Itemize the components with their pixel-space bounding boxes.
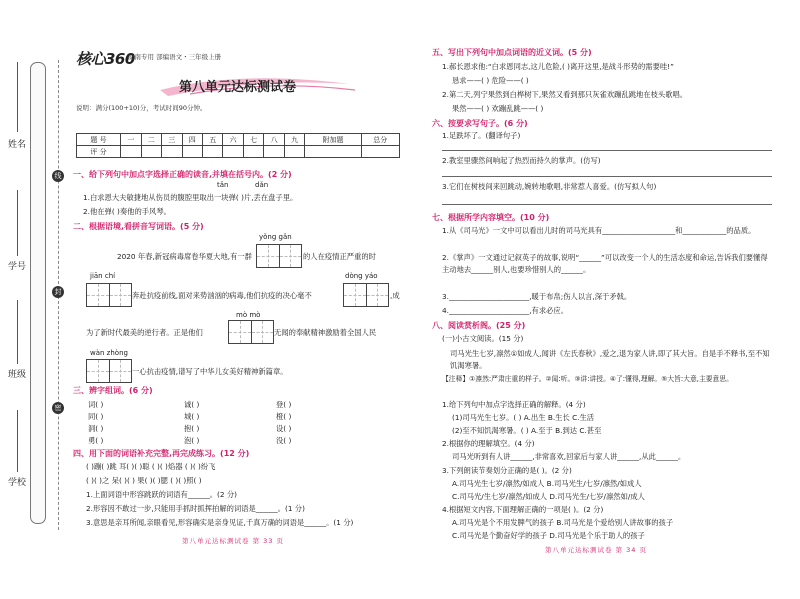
section-5-heading: 五、写出下列句中加点词语的近义词。(5 分) [432, 48, 592, 57]
write-grid-dongyao[interactable] [343, 283, 389, 307]
word-pair[interactable]: 抱( ) [184, 424, 200, 433]
pinyin-prompt: jiān chí [90, 272, 116, 280]
score-cell: 三 [162, 134, 182, 146]
score-input[interactable] [284, 146, 304, 158]
s2-text-3a: 为了新时代最美的逆行者。正是他们 [86, 328, 203, 337]
s8-question-2: 2.根据你的理解填空。(4 分) [442, 439, 535, 448]
pinyin-prompt: yǒng gǎn [259, 233, 292, 241]
word-pair[interactable]: 同( ) [88, 412, 104, 421]
s6-question-2: 2.教室里骤然间响起了热烈而持久的掌声。(仿写) [442, 156, 601, 165]
seal-mark-line: 线 [52, 170, 64, 182]
s8-question-4a[interactable]: A.司马光是个不用发脾气的孩子 B.司马光是个爱给别人讲故事的孩子 [452, 518, 674, 527]
school-blank[interactable] [17, 410, 18, 472]
word-pair[interactable]: 橙( ) [276, 412, 292, 421]
answer-line[interactable] [442, 204, 772, 205]
s5-answer-1[interactable]: 恳求——( ) 危险——( ) [452, 76, 529, 85]
s2-text-3b: 无闻的奉献精神激励着全国人民 [274, 328, 377, 337]
s5-question-1: 1.郝长恩求他:“白求恩同志,这儿危险,( )离开这里,是战斗形势的需要哇!” [442, 62, 674, 71]
s2-text-2b: ,成 [390, 291, 400, 300]
school-label: 学校 [8, 478, 27, 488]
score-cell: 六 [223, 134, 243, 146]
s5-question-2: 2.第二天,列宁果然到白桦树下,果然又看到那只灰雀欢蹦乱跳地在枝头歌唱。 [442, 90, 688, 99]
answer-line[interactable] [442, 150, 772, 151]
pinyin-option: tǎn [217, 181, 229, 189]
s4-row-2[interactable]: ( )( )之 呆( )( ) 果( )( )腮 ( )( )照( ) [86, 476, 202, 485]
page-title: 第八单元达标测试卷 [178, 80, 296, 95]
student-id-label: 学号 [8, 262, 27, 272]
score-cell: 二 [141, 134, 161, 146]
s2-text-1a: 2020 年春,新冠病毒席卷华夏大地,有一群 [117, 252, 252, 261]
s8-question-4: 4.根据短文内容,下面理解正确的一项是( )。(2 分) [442, 505, 604, 514]
edition-text: 湖南专用 部编语文・三年级上册 [128, 53, 222, 61]
s4-row-1[interactable]: ( )蹦( )跳 耳( )( )聪 ( )( )焰器 ( )( )纷飞 [86, 462, 216, 471]
word-pair[interactable]: 城( ) [184, 412, 200, 421]
word-pair[interactable]: 设( ) [276, 424, 292, 433]
word-pair[interactable]: 勇( ) [88, 436, 104, 445]
score-cell: 一 [121, 134, 141, 146]
s8-question-1a[interactable]: (1)司马光生七岁。( ) A.出生 B.生长 C.生活 [452, 413, 595, 422]
page-footer-right: 第八单元达标测试卷 第 34 页 [545, 546, 647, 554]
score-cell: 五 [202, 134, 222, 146]
s4-question-3: 3.意思是亲耳所闻,亲眼看见,形容确实是亲身见证,千真万确的词语是______。(1 分) [86, 518, 354, 527]
score-input[interactable] [223, 146, 243, 158]
write-grid-jianchi[interactable] [86, 283, 132, 307]
score-input[interactable] [202, 146, 222, 158]
s7-question-2: 2.《掌声》一文通过记叙英子的故事,说明“______”可以改变一个人的生活态度和命运,告诉我们要懂得主动地去______别人,也要珍惜别人的______。 [442, 253, 768, 274]
brand-logo: 核心360 [76, 50, 135, 68]
s3-col-2 [184, 399, 264, 447]
s8-question-1b[interactable]: (2)至不知饥渴寒暑。( ) A.至于 B.到达 C.甚至 [452, 426, 602, 435]
s3-col-1 [88, 399, 168, 447]
s3-col-3 [276, 399, 356, 447]
write-grid-yonggan[interactable] [256, 244, 302, 268]
s6-question-1: 1.足跌坏了。(翻译句子) [442, 131, 521, 140]
section-7-heading: 七、根据所学内容填空。(10 分) [432, 213, 550, 222]
score-input[interactable] [305, 146, 361, 158]
score-input[interactable] [264, 146, 284, 158]
s4-question-1: 1.上面词语中形容跳跃的词语有______。(2 分) [86, 490, 237, 499]
s4-question-2: 2.形容因不敢过一步,只能用手抓时抓挥拍解的词语是______。(1 分) [86, 504, 305, 513]
score-input[interactable] [361, 146, 399, 158]
s5-answer-2[interactable]: 果然——( ) 欢蹦乱跳——( ) [452, 104, 544, 113]
score-cell: 九 [284, 134, 304, 146]
score-header-row [77, 134, 400, 146]
section-3-heading: 三、辨字组词。(6 分) [73, 386, 153, 395]
s8-passage: 司马光生七岁,凛然①如成人,闻讲《左氏春秋》,爱之,退为家人讲,即了其大旨。自是手不释书,至不知饥渴寒暑。 [450, 349, 770, 370]
s2-text-2a: 奔赴抗疫前线,面对来势汹汹的病毒,他们抗疫的决心毫不 [132, 291, 312, 300]
class-blank[interactable] [17, 300, 18, 364]
binding-strip [30, 62, 46, 524]
s8-question-3: 3.下列朗读节奏划分正确的是( )。(2 分) [442, 466, 572, 475]
word-pair[interactable]: 没( ) [276, 436, 292, 445]
score-input[interactable] [243, 146, 263, 158]
student-id-blank[interactable] [17, 190, 18, 256]
s1-question-2: 2.他在弹( )奏他的手风琴。 [83, 207, 171, 216]
name-blank[interactable] [17, 62, 18, 132]
s6-question-3: 3.它们在树枝间来回跳动,婉转地歌唱,非常惹人喜爱。(仿写拟人句) [442, 182, 657, 191]
section-1-heading: 一、给下列句中加点字选择正确的读音,并填在括号内。(2 分) [73, 170, 292, 179]
s1-question-1: 1.白求恩大夫敏捷地从伤员的腹腔里取出一块弹( )片,丢在盘子里。 [83, 193, 298, 202]
answer-line[interactable] [442, 176, 772, 177]
word-pair[interactable]: 诚( ) [184, 400, 200, 409]
score-cell: 八 [264, 134, 284, 146]
s8-question-4b[interactable]: C.司马光是个勤奋好学的孩子 D.司马光是个乐于助人的孩子 [452, 531, 645, 540]
name-label: 姓名 [8, 140, 27, 150]
pinyin-option: dǎn [255, 181, 269, 189]
score-value-row [77, 146, 400, 158]
s8-notes: 【注释】①凛然:严肃庄重的样子。②闻:听。③讲:讲授。④了:懂得,理解。⑤大旨:大意,主要意思。 [442, 375, 733, 383]
s2-text-4: 一心抗击疫情,谱写了中华儿女美好精神新篇章。 [132, 367, 288, 376]
page-footer-left: 第八单元达标测试卷 第 33 页 [182, 537, 284, 545]
score-cell: 七 [243, 134, 263, 146]
s8-question-3a[interactable]: A.司马光生七岁/凛然/如成人 B.司马光生/七岁/凛然/如成人 [452, 479, 642, 488]
section-2-heading: 二、根据语境,看拼音写词语。(5 分) [73, 222, 204, 231]
pinyin-prompt: mò mò [236, 311, 261, 319]
word-pair[interactable]: 洞( ) [88, 424, 104, 433]
score-row-label: 评 分 [77, 146, 121, 158]
class-label: 班级 [8, 370, 27, 380]
score-cell: 四 [182, 134, 202, 146]
score-cell: 附加题 [305, 134, 361, 146]
s7-question-1: 1.从《司马光》一文中可以看出儿时的司马光具有____________________和____________的品质。 [442, 226, 756, 235]
word-pair[interactable]: 词( ) [88, 400, 104, 409]
s8-question-2a[interactable]: 司马光听到有人讲______,非常喜欢,回家后与家人讲______,从此______。 [452, 452, 686, 461]
s7-question-4: 4.______________________,有求必应。 [442, 306, 569, 315]
score-input[interactable] [162, 146, 182, 158]
word-pair[interactable]: 登( ) [276, 400, 292, 409]
word-pair[interactable]: 泡( ) [184, 436, 200, 445]
score-input[interactable] [182, 146, 202, 158]
s8-question-3b[interactable]: C.司马光/生七岁/凛然/如成人 D.司马光生/七岁/凛然如/成人 [452, 492, 645, 501]
s2-text-1b: 的人在疫情正严重的时 [303, 252, 376, 261]
section-6-heading: 六、按要求写句子。(6 分) [432, 119, 528, 128]
s8-question-1: 1.给下列句中加点字选择正确的解释。(4 分) [442, 400, 586, 409]
section-4-heading: 四、用下面的词语补充完整,再完成练习。(12 分) [73, 449, 250, 458]
exam-note: 说明：满分(100+10)分，考试时间90分钟。 [76, 104, 207, 112]
section-8-heading: 八、阅读赏析阁。(25 分) [432, 321, 526, 330]
pinyin-prompt: dòng yáo [345, 272, 378, 280]
write-grid-wanzhong[interactable] [86, 359, 132, 383]
seal-mark-seal: 封 [52, 286, 64, 298]
pinyin-prompt: wàn zhòng [90, 349, 128, 357]
score-cell: 总分 [361, 134, 399, 146]
score-input[interactable] [141, 146, 161, 158]
score-table [76, 133, 400, 158]
score-cell: 题 号 [77, 134, 121, 146]
write-grid-momo[interactable] [228, 320, 274, 344]
score-input[interactable] [121, 146, 141, 158]
s7-question-3: 3.______________________,暖于布帛;伤人以言,深于矛戟。 [442, 292, 632, 301]
s8-subheading: (一)小古文阅读。(15 分) [442, 334, 524, 343]
seal-mark-secret: 密 [52, 402, 64, 414]
